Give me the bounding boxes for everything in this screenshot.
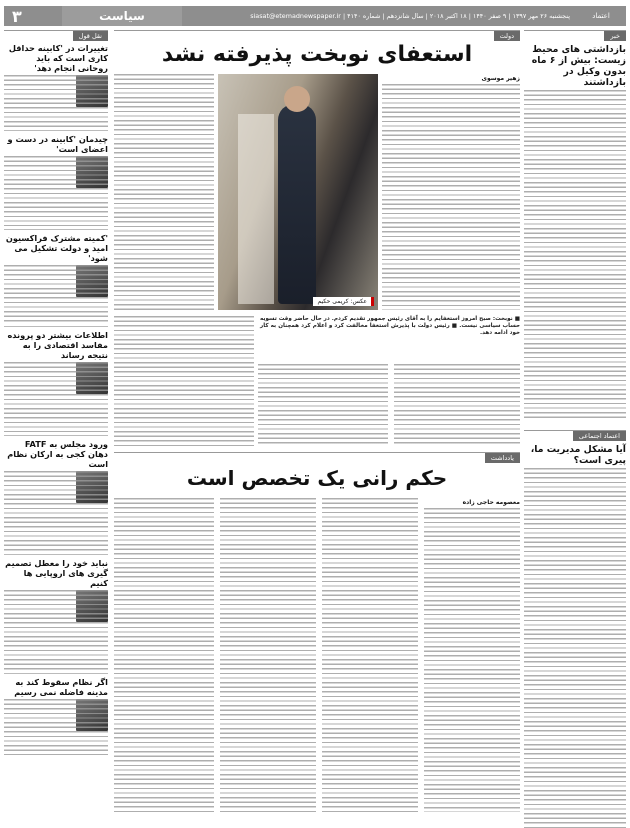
note-byline: معصومه حاجی زاده [462,499,520,506]
quote-item [4,134,108,226]
center-area [114,30,520,814]
main-headline: استعفای نوبخت پذیرفته نشد [161,42,473,67]
quotes-section-tag: نقل قول [73,31,108,41]
note-col-4 [114,498,214,814]
note-col-2 [322,498,418,814]
quote-item [4,677,108,755]
quote-title: 'کمیته مشترک فراکسیون امید و دولت تشکیل می شود' [5,233,108,263]
main-article-col-1 [382,74,520,312]
main-photo [218,74,378,310]
quote-title: نباید خود را معطل تصمیم گیری های اروپایی ها کنیم [5,558,108,588]
page-number: ۳ [12,6,22,26]
main-article-col-6 [258,364,388,446]
main-article-col-5 [394,364,520,446]
right-article-body [524,90,626,420]
quote-item [4,330,108,432]
main-article-col-3 [114,74,214,310]
quote-title: اگر نظام سقوط کند به مدینه فاضله نمی رسیم [14,677,108,697]
brand-logo: اعتماد [592,12,610,20]
note-col-1 [424,498,520,814]
main-lead: ■ نوبخت: صبح امروز استعفایم را به آقای رئیس جمهور تقدیم کردم. در حال حاضر وقت تسویه حساب سیاسی نیست. ■ رئیس دولت با پذیرش استعفا مخالفت کرد و اعلام کرد همچنان به کار خود ادامه دهد. [260,316,520,336]
center-section-tag: دولت [494,31,520,41]
issue-meta: پنجشنبه ۲۶ مهر ۱۳۹۷ | ۹ صفر ۱۴۴۰ | ۱۸ اکتبر ۲۰۱۸ | سال شانزدهم | شماره ۴۱۴۰ | siasat@etemadnewspaper.ir [250,12,570,20]
photo-caption: عکس: کریمی حکیم [313,297,374,306]
main-byline: زهیر موسوی [481,75,520,82]
quote-item [4,558,108,670]
quote-title: تغییرات در 'کابینه حداقل کاری است که باید روحانی انجام دهد' [8,43,108,73]
page-header [4,6,626,26]
quote-title: اطلاعات بیشتر دو پرونده مفاسد اقتصادی را به نتیجه رساند [7,330,108,360]
quote-title: ورود مجلس به FATF دهان کجی به ارکان نظام است [7,439,108,469]
section-label: سیاست [62,6,182,26]
right-headline: بازداشتی های محیط زیست: بیش از ۶ ماه بدون وکیل در بازداشتند [531,44,626,88]
note-headline: حکم رانی یک تخصص است [186,466,448,490]
left-column [4,30,108,814]
right-section-tag: خبر [604,31,626,41]
right-headline-2: آیا مشکل مدیریت ما، پیری است؟ [530,444,626,466]
quote-item [4,233,108,323]
quote-item [4,43,108,127]
quote-item [4,439,108,551]
right-column [524,30,626,814]
main-article-col-4 [114,316,254,446]
note-section-tag: یادداشت [485,453,520,463]
quote-title: چیدمان 'کابینه در دست و اعضای است' [7,134,108,154]
right-article-body-2 [524,468,626,828]
note-col-3 [220,498,316,814]
right-section-tag-2: اعتماد اجتماعی [573,431,626,441]
